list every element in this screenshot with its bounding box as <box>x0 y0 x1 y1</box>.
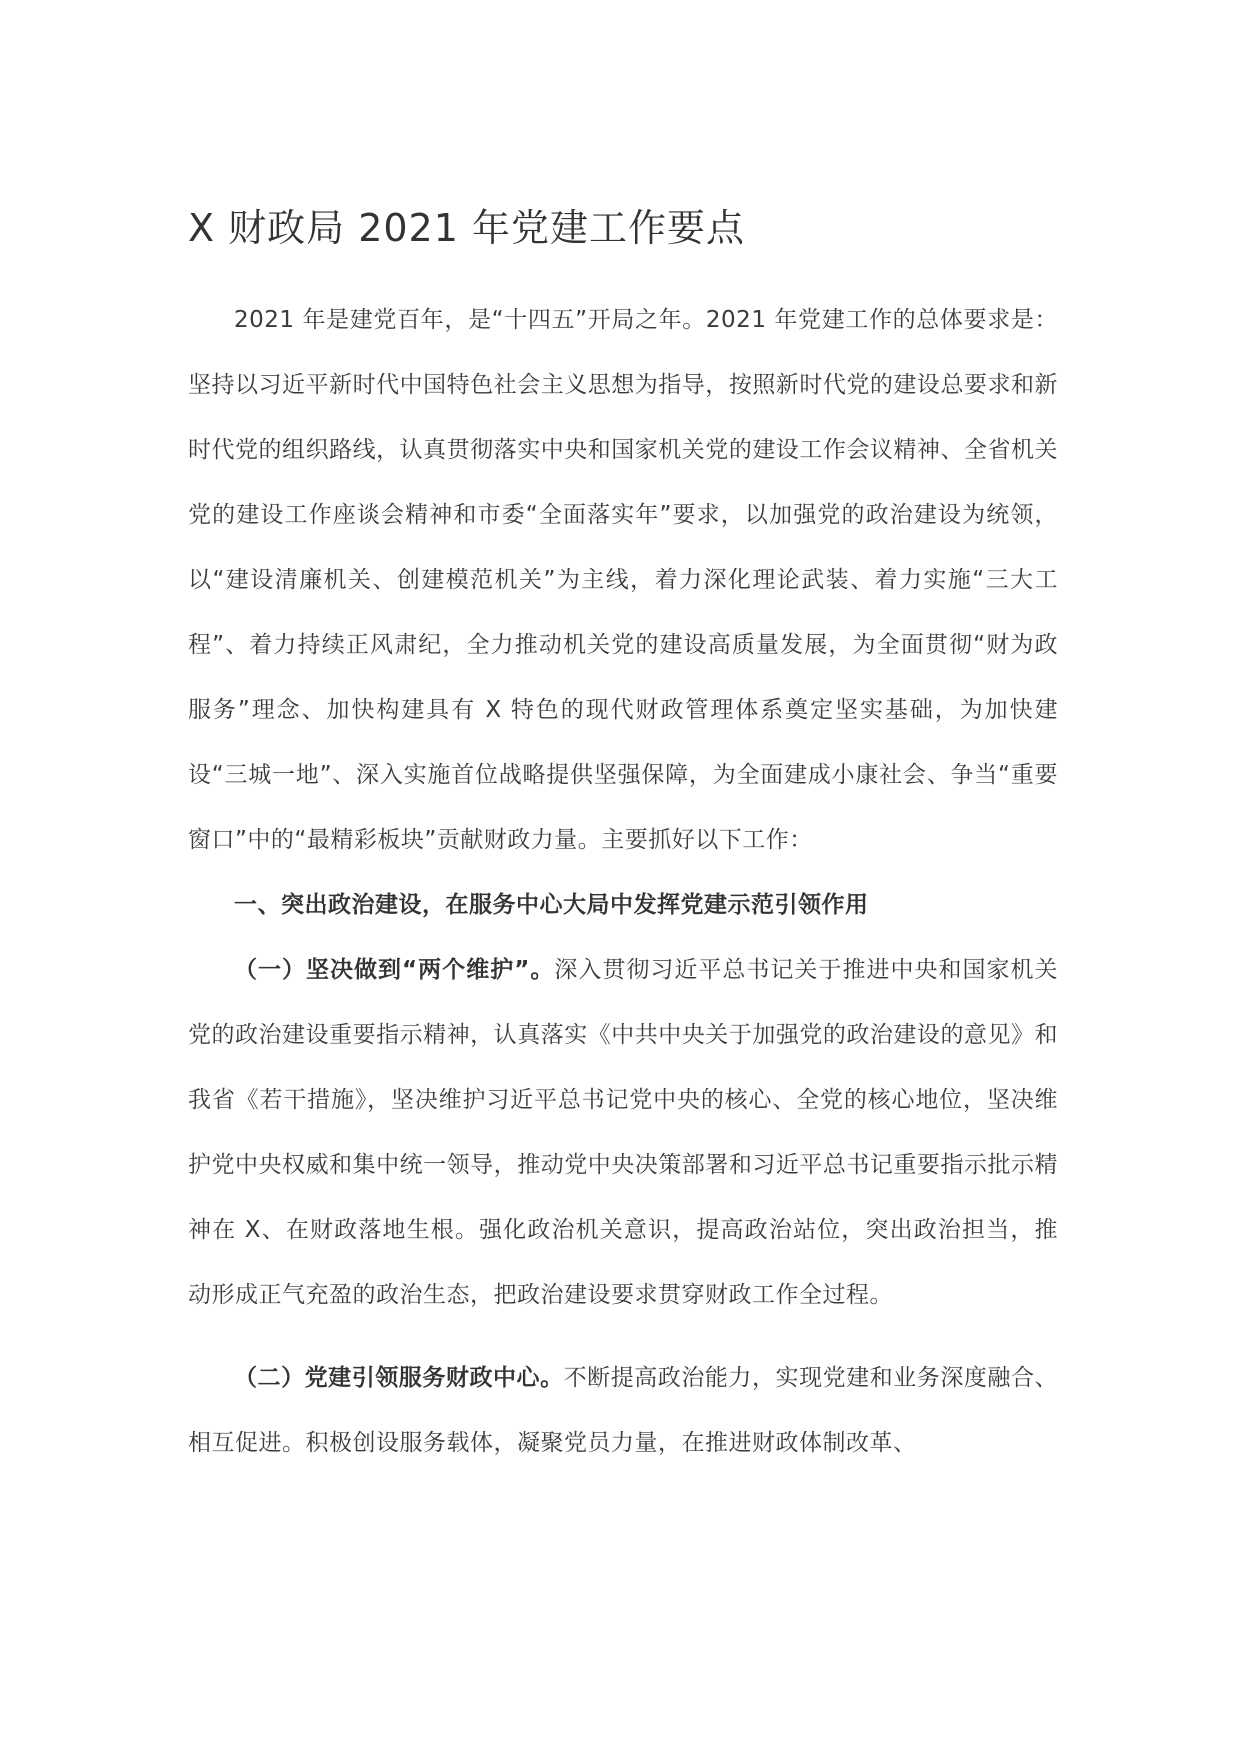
document-title: X 财政局 2021 年党建工作要点 <box>188 206 745 250</box>
document-body <box>188 200 1058 1476</box>
item-paragraph-1 <box>188 938 1058 1328</box>
item-body-2: 不断提高政治能力，实现党建和业务深度融合、相互促进。积极创设服务载体，凝聚党员力量，在推进财政体制改革、 <box>188 1365 1059 1456</box>
item-lead-1: （一）坚决做到“两个维护”。 <box>234 957 555 983</box>
item-paragraph-2 <box>188 1346 1058 1476</box>
paragraph-gap <box>188 1328 1058 1346</box>
item-lead-2: （二）党建引领服务财政中心。 <box>234 1365 564 1391</box>
item-body-1: 深入贯彻习近平总书记关于推进中央和国家机关党的政治建设重要指示精神，认真落实《中共中央关于加强党的政治建设的意见》和我省《若干措施》，坚决维护习近平总书记党中央的核心、全党的核心地位，坚决维护党中央权威和集中统一领导，推动党中央决策部署和习近平总书记重要指示批示精神在 X、在财政落地生根。强化政治机关意识，提高政治站位，突出政治担当，推动形成正气充盈的政治生态，把政治建设要求贯穿财政工作全过程。 <box>188 957 1058 1308</box>
section-heading: 一、突出政治建设，在服务中心大局中发挥党建示范引领作用 <box>234 892 869 918</box>
intro-paragraph: 2021 年是建党百年，是“十四五”开局之年。2021 年党建工作的总体要求是：坚持以习近平新时代中国特色社会主义思想为指导，按照新时代党的建设总要求和新时代党的组织路线，认真贯彻落实中央和国家机关党的建设工作会议精神、全省机关党的建设工作座谈会精神和市委“全面落实年”要求，以加强党的政治建设为统领，以“建设清廉机关、创建模范机关”为主线，着力深化理论武装、着力实施“三大工程”、着力持续正风肃纪，全力推动机关党的建设高质量发展，为全面贯彻“财为政服务”理念、加快构建具有 X 特色的现代财政管理体系奠定坚实基础，为加快建设“三城一地”、深入实施首位战略提供坚强保障，为全面建成小康社会、争当“重要窗口”中的“最精彩板块”贡献财政力量。主要抓好以下工作： <box>188 307 1058 853</box>
